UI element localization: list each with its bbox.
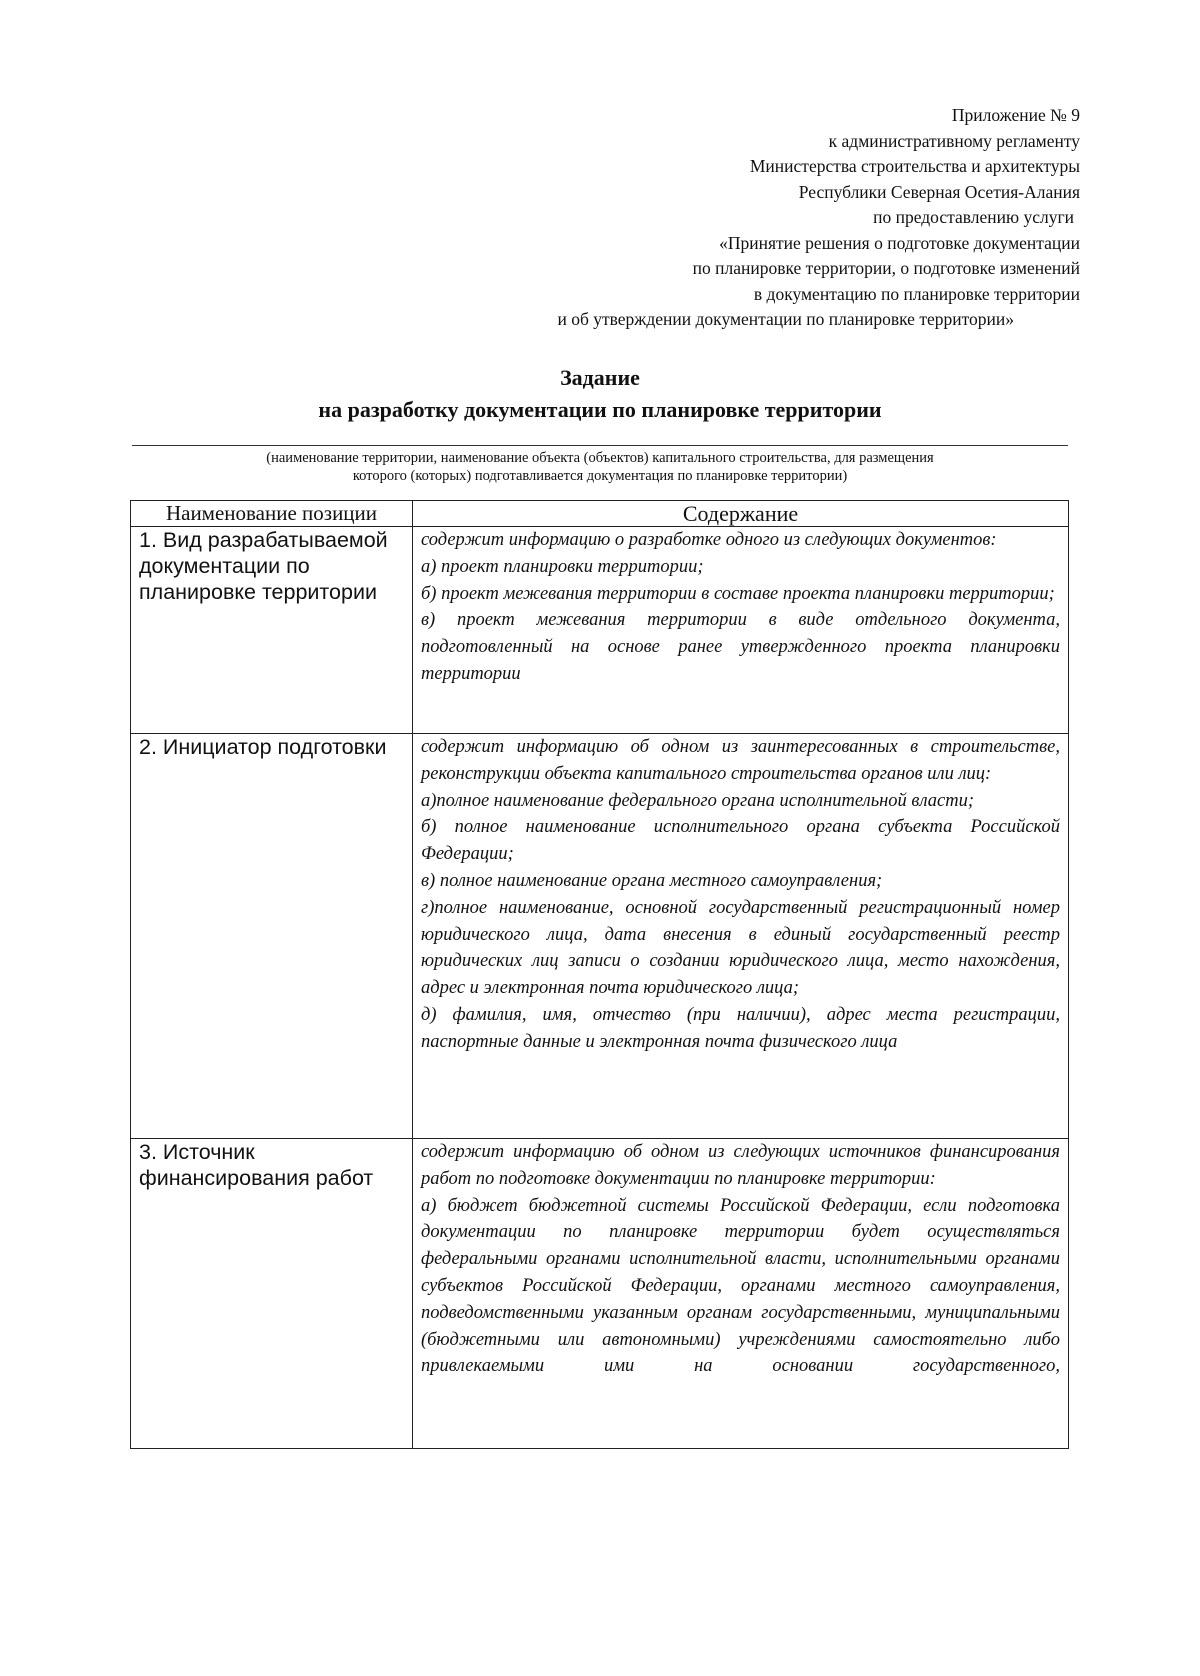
title-line-2: на разработку документации по планировке территории xyxy=(318,397,882,422)
territory-name-line xyxy=(132,445,1068,446)
appendix-line: к административному регламенту xyxy=(828,130,1080,151)
appendix-line: по предоставлению услуги xyxy=(873,207,1074,227)
appendix-line: по планировке территории, о подготовке изменений xyxy=(692,258,1080,278)
table-row xyxy=(131,527,1069,734)
content-paragraph: а) проект планировки территории; xyxy=(421,556,704,577)
table-row xyxy=(131,1139,1069,1449)
content-paragraph: содержит информацию о разработке одного из следующих документов: xyxy=(421,530,997,550)
appendix-line: в документацию по планировке территории xyxy=(753,283,1080,304)
table-row xyxy=(131,734,1069,1139)
caption-line-1: (наименование территории, наименование объекта (объектов) капитального строительства, для размещения xyxy=(266,450,934,466)
content-paragraph: б) полное наименование исполнительного органа субъекта Российской Федерации; xyxy=(421,817,1060,865)
content-paragraph: содержит информацию об одном из заинтересованных в строительстве, реконструкции объекта капитального строительства органов или лиц: xyxy=(421,737,1060,784)
content-paragraph: а)полное наименование федерального органа исполнительной власти; xyxy=(421,790,974,811)
column-header-position: Наименование позиции xyxy=(131,501,413,527)
content-paragraph: д) фамилия, имя, отчество (при наличии), адрес места регистрации, паспортные данные и электронная почта физического лица xyxy=(421,1004,1060,1052)
title-line-1: Задание xyxy=(560,365,640,390)
content-paragraph: в) полное наименование органа местного самоуправления; xyxy=(421,870,883,891)
caption-line-2: которого (которых) подготавливается документация по планировке территории) xyxy=(352,468,848,484)
row-name: 2. Инициатор подготовки xyxy=(131,734,413,1139)
content-paragraph: содержит информацию об одном из следующих источников финансирования работ по подготовке документации по планировке территории: xyxy=(421,1142,1060,1189)
appendix-line: «Принятие решения о подготовке документации xyxy=(719,232,1080,253)
content-paragraph: а) бюджет бюджетной системы Российской Федерации, если подготовка документации по планировке территории будет осуществляться федеральными органами исполнительной власти, исполнительными органами субъектов Российской Федерации, органами местного самоуправления, подведомственными указанным органам государственными, муниципальными (бюджетными или автономными) учреждениями самостоятельно либо привлекаемыми ими на основании государственного, xyxy=(421,1195,1060,1377)
row-name: 1. Вид разрабатываемой документации по планировке территории xyxy=(131,527,413,734)
territory-name-caption xyxy=(132,449,1068,485)
assignment-table xyxy=(130,500,1069,1449)
appendix-line: и об утверждении документации по планировке территории» xyxy=(557,309,1014,329)
content-paragraph: в) проект межевания территории в виде отдельного документа, подготовленный на основе ранее утвержденного проекта планировки территории xyxy=(421,610,1060,684)
appendix-line: Министерства строительства и архитектуры xyxy=(749,156,1080,176)
document-title xyxy=(130,362,1070,426)
row-content xyxy=(413,734,1069,1139)
appendix-line: Приложение № 9 xyxy=(951,105,1080,125)
appendix-header xyxy=(400,103,1080,333)
content-paragraph: б) проект межевания территории в составе проекта планировки территории; xyxy=(421,583,1055,604)
table-header-row xyxy=(131,501,1069,527)
content-paragraph: г)полное наименование, основной государственный регистрационный номер юридического лица, дата внесения в единый государственный реестр юридических лиц записи о создании юридического лица, место нахождения, адрес и электронная почта юридического лица; xyxy=(421,897,1060,999)
row-content xyxy=(413,1139,1069,1449)
row-content xyxy=(413,527,1069,734)
appendix-line: Республики Северная Осетия-Алания xyxy=(798,181,1080,202)
column-header-content: Содержание xyxy=(413,501,1069,527)
row-name: 3. Источник финансирования работ xyxy=(131,1139,413,1449)
